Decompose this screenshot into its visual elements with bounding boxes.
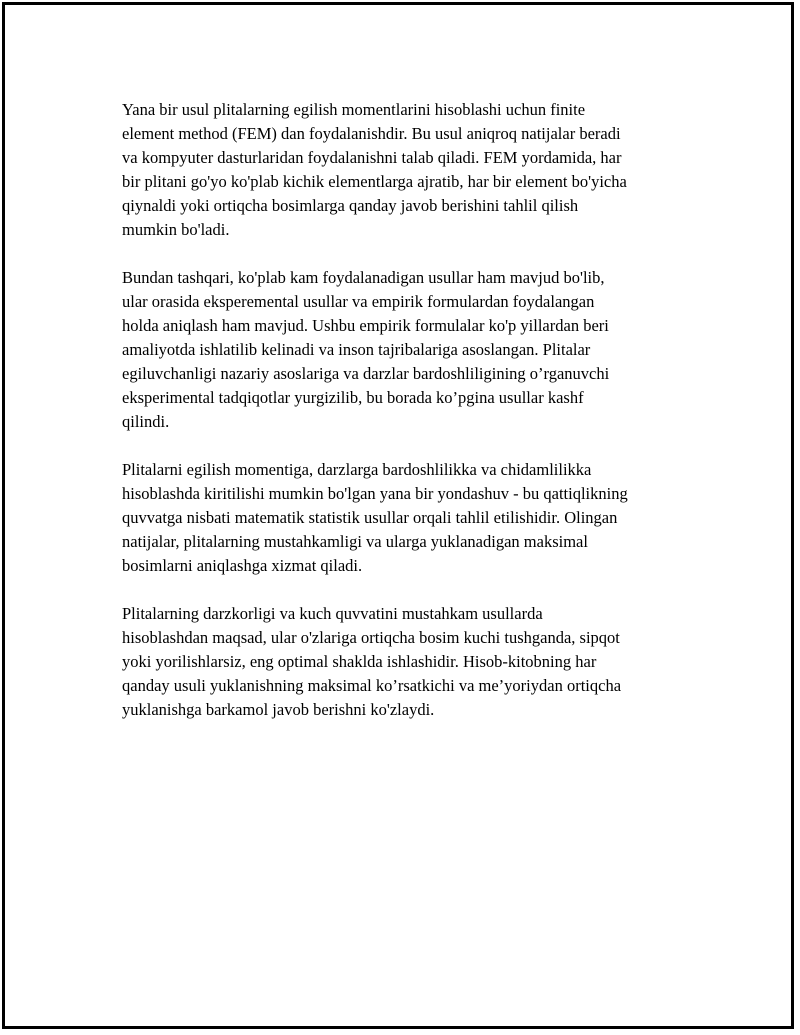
paragraph-line: Bundan tashqari, ko'plab kam foydalanadigan usullar ham mavjud bo'lib,: [122, 268, 605, 287]
paragraph-line: element method (FEM) dan foydalanishdir. Bu usul aniqroq natijalar beradi: [122, 124, 621, 143]
paragraph-line: natijalar, plitalarning mustahkamligi va ularga yuklanadigan maksimal: [122, 532, 588, 551]
paragraph-line: Plitalarning darzkorligi va kuch quvvatini mustahkam usullarda: [122, 604, 543, 623]
paragraph-line: va kompyuter dasturlaridan foydalanishni talab qiladi. FEM yordamida, har: [122, 148, 622, 167]
paragraph-line: qilindi.: [122, 412, 170, 431]
paragraph-1: [122, 98, 722, 242]
paragraph-line: ular orasida eksperemental usullar va empirik formulardan foydalangan: [122, 292, 595, 311]
paragraph-line: yuklanishga barkamol javob berishni ko'zlaydi.: [122, 700, 435, 719]
paragraph-line: bosimlarni aniqlashga xizmat qiladi.: [122, 556, 363, 575]
paragraph-line: bir plitani go'yo ko'plab kichik elementlarga ajratib, har bir element bo'yicha: [122, 172, 627, 191]
paragraph-line: eksperimental tadqiqotlar yurgizilib, bu borada ko’pgina usullar kashf: [122, 388, 584, 407]
paragraph-line: Yana bir usul plitalarning egilish momentlarini hisoblashi uchun finite: [122, 100, 586, 119]
paragraph-line: mumkin bo'ladi.: [122, 220, 230, 239]
paragraph-line: qiynaldi yoki ortiqcha bosimlarga qanday javob berishini tahlil qilish: [122, 196, 579, 215]
paragraph-line: hisoblashdan maqsad, ular o'zlariga ortiqcha bosim kuchi tushganda, sipqot: [122, 628, 620, 647]
paragraph-2: [122, 266, 722, 434]
paragraph-4: [122, 602, 722, 722]
paragraph-line: holda aniqlash ham mavjud. Ushbu empirik formulalar ko'p yillardan beri: [122, 316, 609, 335]
paragraph-line: quvvatga nisbati matematik statistik usullar orqali tahlil etilishidir. Olingan: [122, 508, 618, 527]
document-body: [122, 98, 722, 746]
paragraph-line: egiluvchanligi nazariy asoslariga va darzlar bardoshliligining o’rganuvchi: [122, 364, 610, 383]
paragraph-line: amaliyotda ishlatilib kelinadi va inson tajribalariga asoslangan. Plitalar: [122, 340, 591, 359]
paragraph-line: Plitalarni egilish momentiga, darzlarga bardoshlilikka va chidamlilikka: [122, 460, 592, 479]
paragraph-line: qanday usuli yuklanishning maksimal ko’rsatkichi va me’yoriydan ortiqcha: [122, 676, 622, 695]
paragraph-3: [122, 458, 722, 578]
page-frame: [2, 2, 794, 1029]
paragraph-line: hisoblashda kiritilishi mumkin bo'lgan yana bir yondashuv - bu qattiqlikning: [122, 484, 628, 503]
paragraph-line: yoki yorilishlarsiz, eng optimal shaklda ishlashidir. Hisob-kitobning har: [122, 652, 597, 671]
